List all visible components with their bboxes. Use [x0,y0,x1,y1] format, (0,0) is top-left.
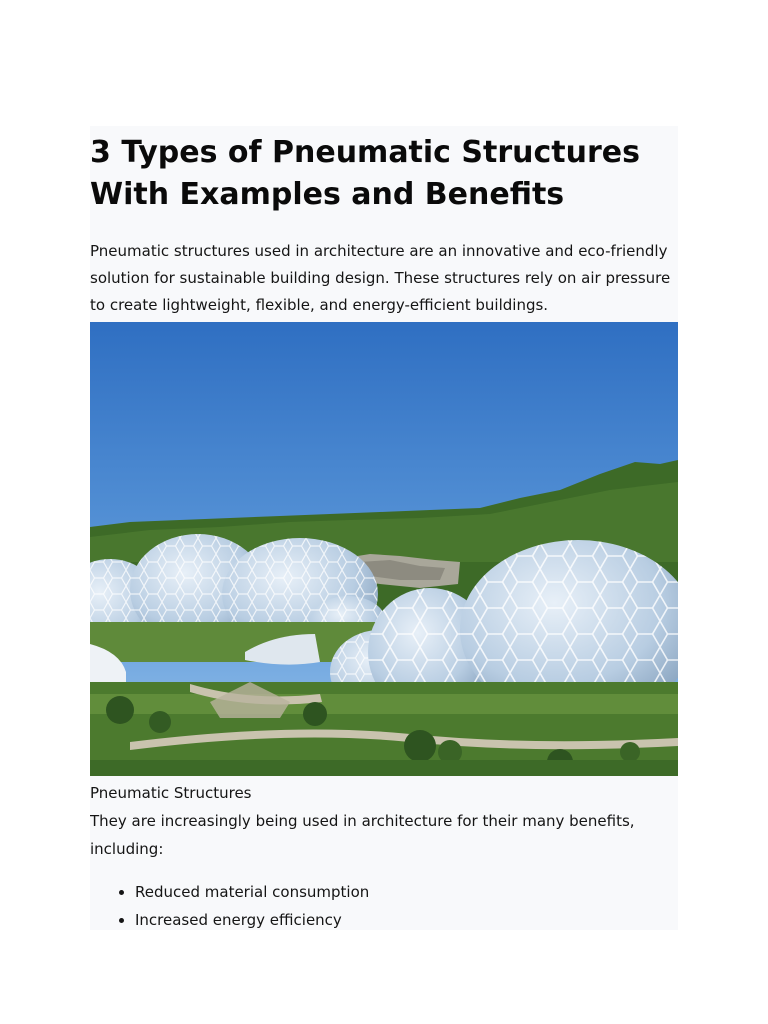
benefits-list [90,878,369,930]
article-title: 3 Types of Pneumatic Structures With Examples and Benefits [90,135,640,212]
article [90,126,678,930]
image-caption: Pneumatic Structures [90,784,252,802]
article-intro: Pneumatic structures used in architecture are an innovative and eco-friendly solution for sustainable building design. These structures rely on air pressure to create lightweight, flexible, and energy-efficient buildings. [90,242,671,314]
eden-project-biomes-photo [90,322,678,776]
list-item: • Increased energy efficiency [135,906,369,930]
list-item: • Reduced material consumption [135,878,369,906]
benefits-intro: They are increasingly being used in architecture for their many benefits, including: [90,812,635,858]
